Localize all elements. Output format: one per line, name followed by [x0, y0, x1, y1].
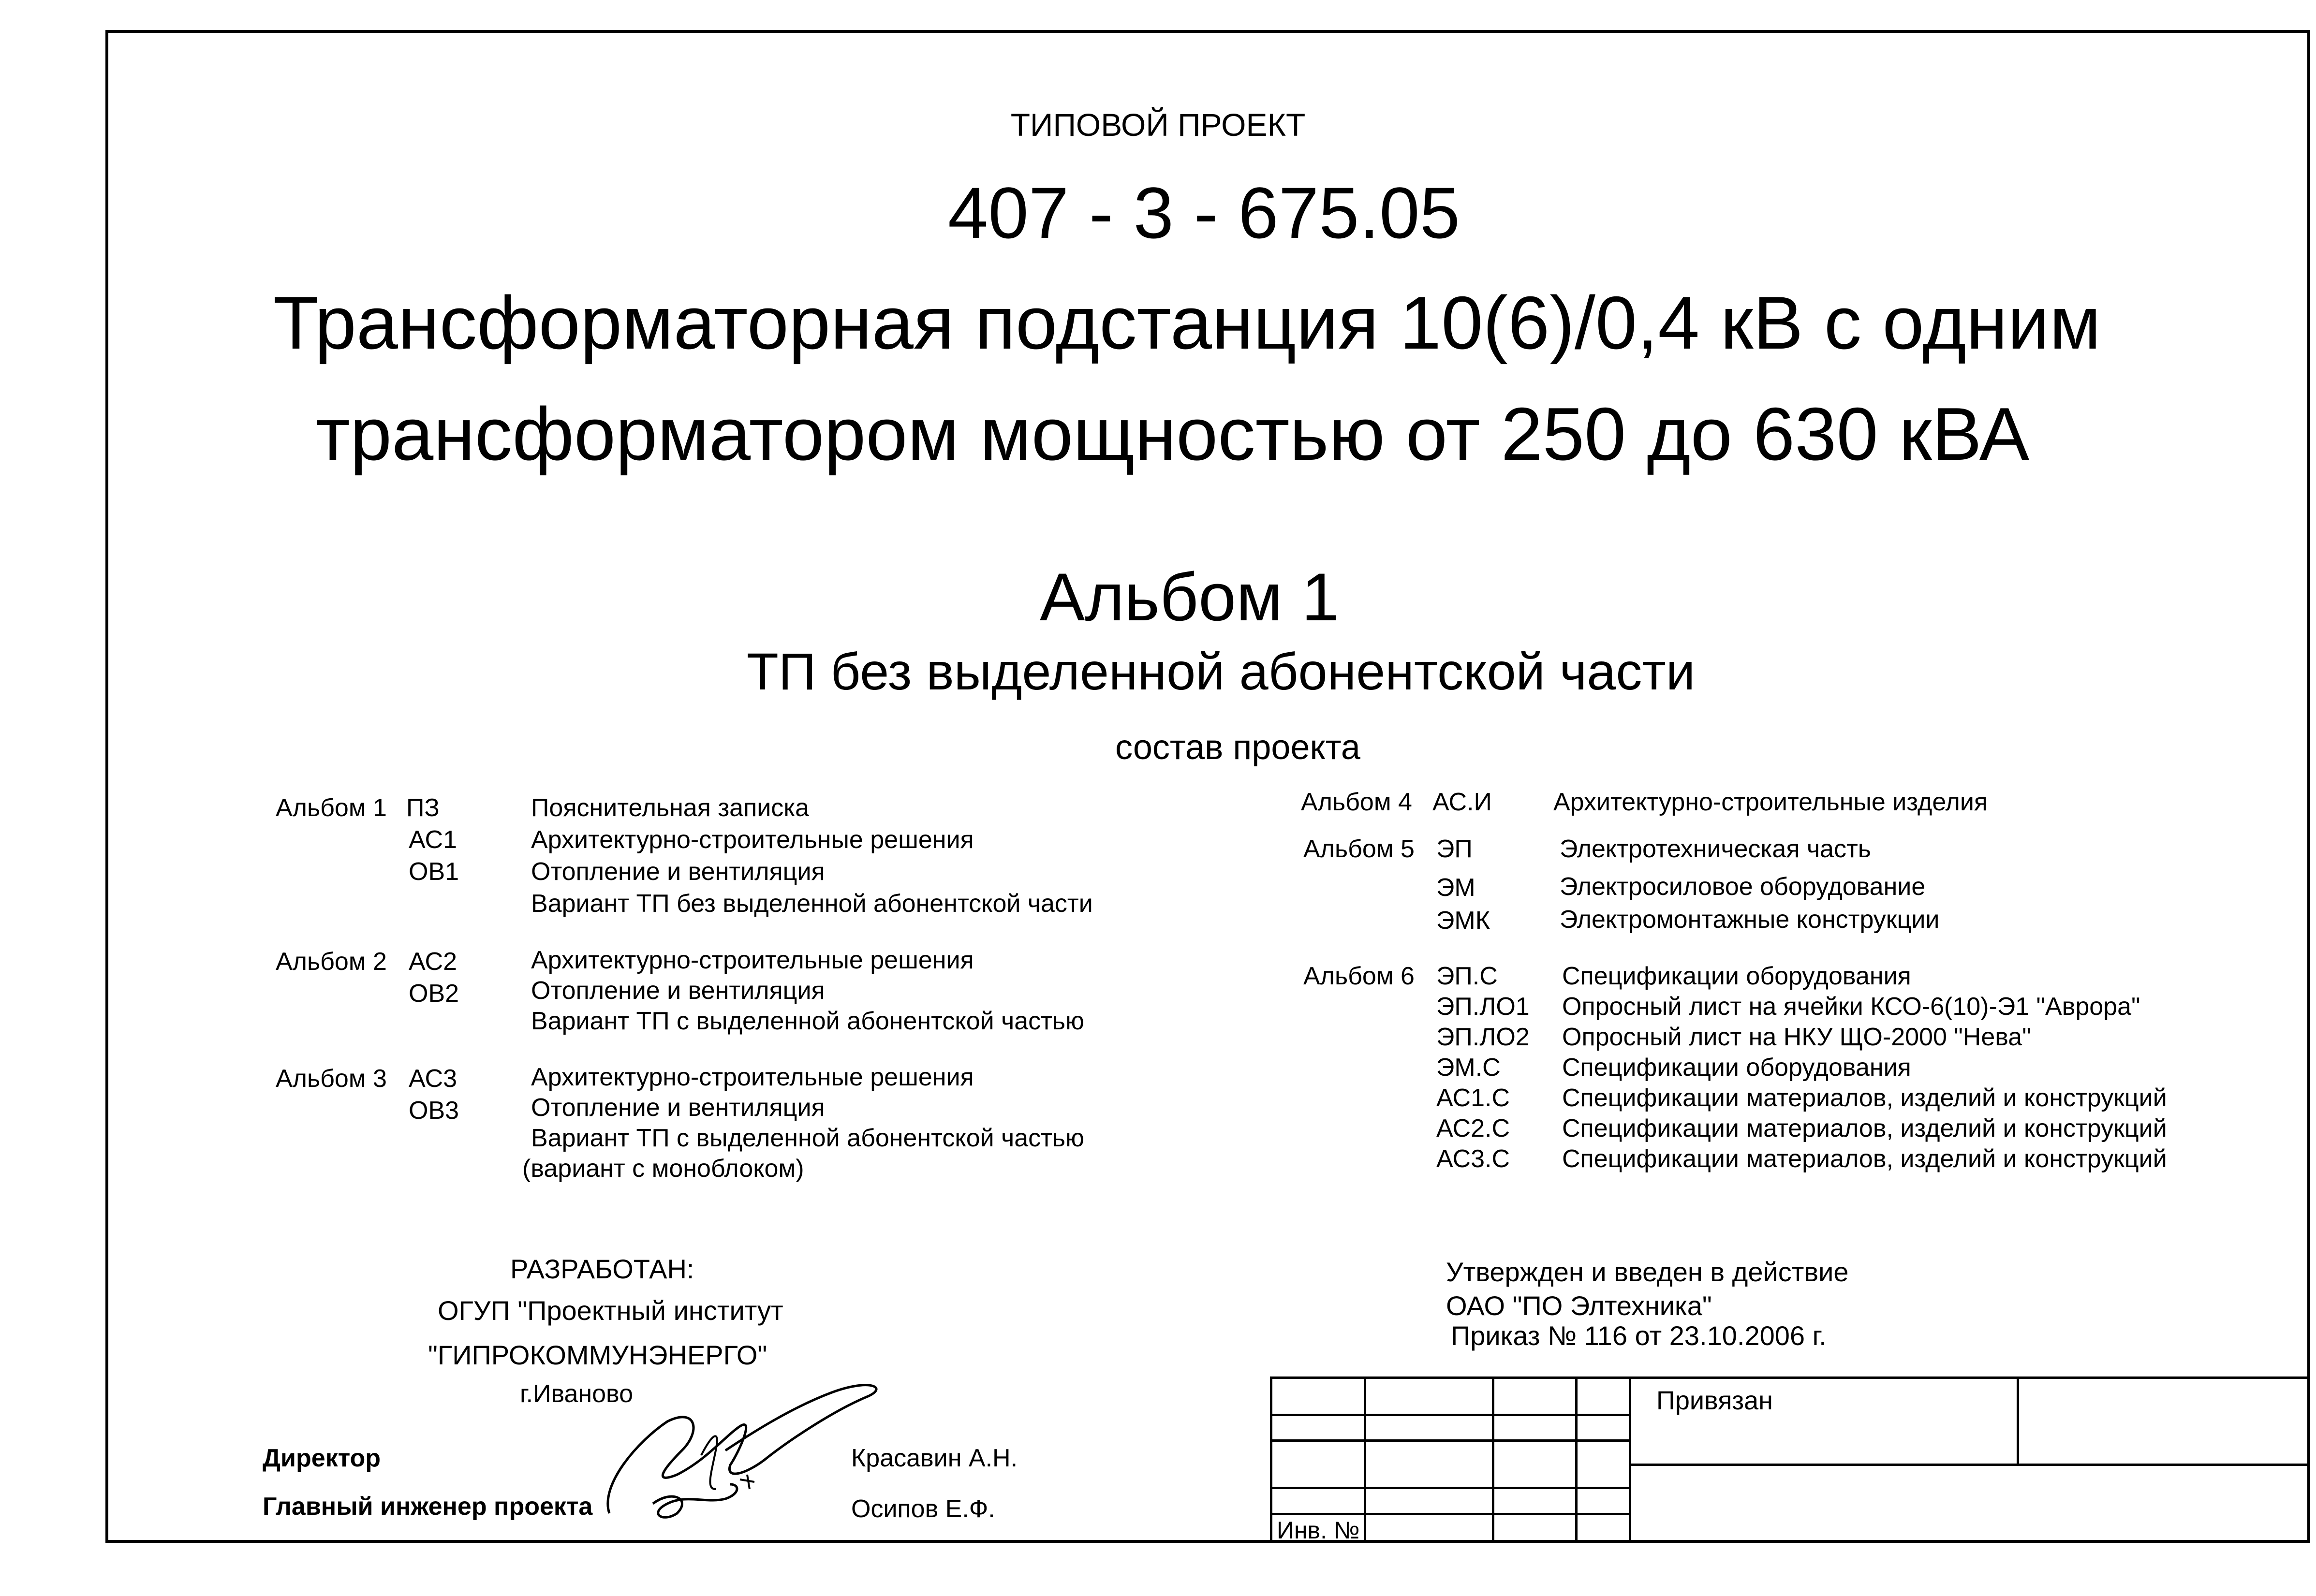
doc-code: ЭП.С — [1436, 962, 1498, 990]
doc-code: ЭП.ЛО2 — [1436, 1023, 1530, 1051]
album-subtitle: ТП без выделенной абонентской части — [746, 642, 1696, 701]
stamp-line — [1629, 1376, 1631, 1543]
doc-title: Отопление и вентиляция — [531, 977, 825, 1005]
album-label: Альбом 2 — [276, 948, 387, 976]
developer-heading: РАЗРАБОТАН: — [510, 1254, 694, 1284]
doc-code: АС3 — [409, 1065, 457, 1093]
doc-title: Архитектурно-строительные изделия — [1553, 788, 1988, 816]
doc-title: Опросный лист на НКУ ЩО-2000 "Нева" — [1562, 1023, 2031, 1051]
album-label: Альбом 1 — [276, 794, 387, 822]
doc-title: Спецификации оборудования — [1562, 962, 1911, 990]
doc-code: АС3.С — [1436, 1145, 1510, 1173]
stamp-line — [1629, 1464, 2310, 1466]
director-name: Красавин А.Н. — [851, 1444, 1018, 1472]
doc-code: ЭМ — [1436, 874, 1475, 902]
doc-title: Спецификации материалов, изделий и конструкций — [1562, 1084, 2167, 1112]
doc-title: Спецификации материалов, изделий и конструкций — [1562, 1145, 2167, 1173]
doc-code: ЭП.ЛО1 — [1436, 993, 1530, 1021]
stamp-line — [1575, 1376, 1578, 1543]
album-label: Альбом 3 — [276, 1065, 387, 1093]
doc-title: Вариант ТП с выделенной абонентской частью — [531, 1007, 1085, 1035]
doc-title: Вариант ТП с выделенной абонентской частью — [531, 1124, 1085, 1152]
project-number: 407 - 3 - 675.05 — [947, 172, 1460, 253]
doc-title: Архитектурно-строительные решения — [531, 1063, 974, 1091]
composition-heading: состав проекта — [1115, 728, 1360, 767]
developer-org-line-2: "ГИПРОКОММУНЭНЕРГО" — [428, 1340, 767, 1370]
doc-title: Вариант ТП без выделенной абонентской части — [531, 890, 1093, 918]
approval-line-1: Утвержден и введен в действие — [1446, 1257, 1849, 1287]
director-label: Директор — [263, 1444, 381, 1472]
doc-title: Пояснительная записка — [531, 794, 810, 822]
project-type: ТИПОВОЙ ПРОЕКТ — [1010, 107, 1306, 143]
album-title: Альбом 1 — [1039, 559, 1340, 635]
doc-title: Архитектурно-строительные решения — [531, 946, 974, 974]
album-label: Альбом 5 — [1303, 835, 1415, 863]
doc-code: АС2 — [409, 948, 457, 976]
doc-title: Опросный лист на ячейки КСО-6(10)-Э1 "Аврора" — [1562, 993, 2140, 1021]
stamp-line — [1364, 1376, 1366, 1543]
stamp-line — [1492, 1376, 1494, 1543]
doc-code: ОВ2 — [409, 980, 459, 1008]
stamp-line — [1270, 1414, 1629, 1416]
doc-title: Электросиловое оборудование — [1560, 873, 1926, 901]
doc-title: Отопление и вентиляция — [531, 1094, 825, 1122]
doc-title: Отопление и вентиляция — [531, 858, 825, 886]
doc-code: ПЗ — [406, 794, 440, 822]
chief-engineer-label: Главный инженер проекта — [263, 1493, 593, 1521]
doc-title: Спецификации оборудования — [1562, 1054, 1911, 1082]
doc-code: ОВ3 — [409, 1097, 459, 1125]
stamp-line — [2017, 1376, 2019, 1464]
doc-code: ЭМ.С — [1436, 1054, 1501, 1082]
doc-code: АС2.С — [1436, 1114, 1510, 1142]
stamp-line — [1270, 1376, 2310, 1379]
doc-title: Электромонтажные конструкции — [1560, 906, 1940, 934]
signature-image — [580, 1368, 909, 1528]
approval-line-3: Приказ № 116 от 23.10.2006 г. — [1451, 1320, 1827, 1351]
stamp-line — [1270, 1439, 1629, 1442]
doc-code: АС1 — [409, 826, 457, 854]
doc-code: ЭП — [1436, 835, 1473, 863]
drawing-frame — [105, 30, 2310, 1543]
doc-code: АС1.С — [1436, 1084, 1510, 1112]
developer-org-line-1: ОГУП "Проектный институт — [438, 1295, 783, 1326]
chief-engineer-name: Осипов Е.Ф. — [851, 1495, 995, 1523]
doc-title: Спецификации материалов, изделий и конструкций — [1562, 1114, 2167, 1142]
stamp-line — [1270, 1513, 1629, 1515]
stamp-line — [1270, 1376, 1272, 1543]
doc-code: ЭМК — [1436, 907, 1490, 935]
doc-title: (вариант с моноблоком) — [522, 1155, 804, 1183]
album-label: Альбом 4 — [1301, 788, 1412, 816]
stamp-linked-label: Привязан — [1656, 1386, 1773, 1415]
title-line-1: Трансформаторная подстанция 10(6)/0,4 кВ с одним — [273, 281, 2101, 365]
doc-code: АС.И — [1432, 788, 1492, 816]
approval-line-2: ОАО "ПО Элтехника" — [1446, 1290, 1712, 1321]
stamp-inv-label: Инв. № — [1277, 1517, 1360, 1544]
doc-title: Архитектурно-строительные решения — [531, 826, 974, 854]
developer-city: г.Иваново — [520, 1380, 633, 1408]
album-label: Альбом 6 — [1303, 962, 1415, 990]
stamp-line — [1270, 1487, 1629, 1489]
doc-title: Электротехническая часть — [1560, 835, 1871, 863]
doc-code: ОВ1 — [409, 858, 459, 886]
title-line-2: трансформатором мощностью от 250 до 630 кВА — [315, 392, 2030, 476]
